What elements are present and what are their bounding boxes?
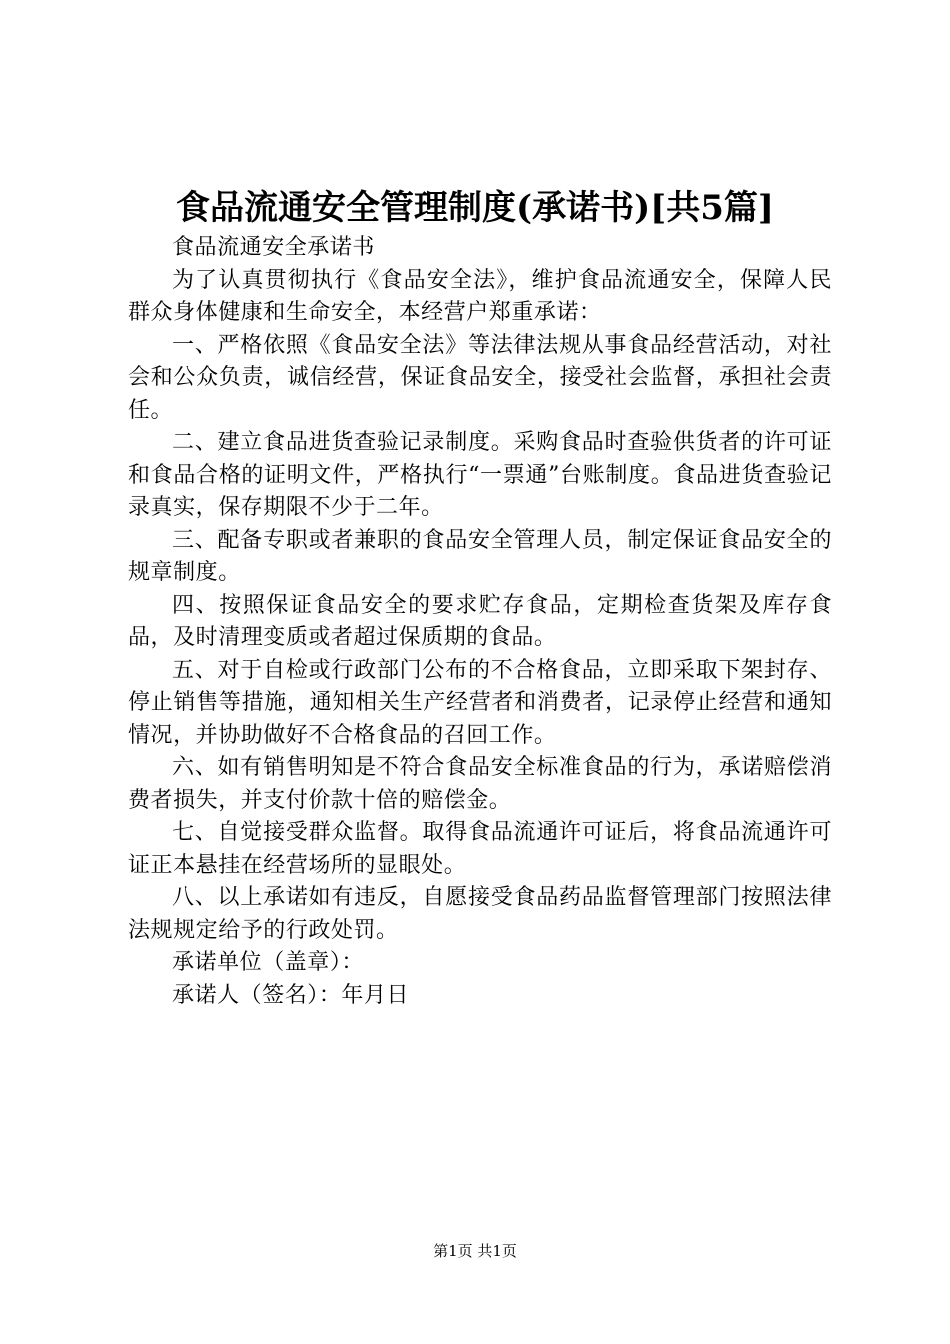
commitment-item-7: 七、自觉接受群众监督。取得食品流通许可证后，将食品流通许可证正本悬挂在经营场所的显眼处。 (128, 820, 832, 878)
document-title: 食品流通安全管理制度(承诺书)[共5篇] (175, 188, 774, 228)
commitment-item-1: 一、严格依照《食品安全法》等法律法规从事食品经营活动，对社会和公众负责，诚信经营，保证食品安全，接受社会监督，承担社会责任。 (128, 332, 832, 423)
subtitle-paragraph: 食品流通安全承诺书 (172, 235, 375, 260)
commitment-item-6: 六、如有销售明知是不符合食品安全标准食品的行为，承诺赔偿消费者损失，并支付价款十倍的赔偿金。 (128, 755, 832, 813)
intro-paragraph: 为了认真贯彻执行《食品安全法》，维护食品流通安全，保障人民群众身体健康和生命安全，本经营户郑重承诺： (128, 267, 832, 325)
signatory-date-line: 承诺人（签名）：年月日 (172, 982, 410, 1008)
commitment-item-5: 五、对于自检或行政部门公布的不合格食品，立即采取下架封存、停止销售等措施，通知相关生产经营者和消费者，记录停止经营和通知情况，并协助做好不合格食品的召回工作。 (128, 657, 832, 748)
commitment-item-4: 四、按照保证食品安全的要求贮存食品，定期检查货架及库存食品，及时清理变质或者超过保质期的食品。 (128, 592, 832, 650)
commitment-item-3: 三、配备专职或者兼职的食品安全管理人员，制定保证食品安全的规章制度。 (128, 527, 832, 585)
page-number-footer: 第1页 共1页 (433, 1242, 517, 1260)
document-body (128, 232, 832, 1012)
commitment-item-2: 二、建立食品进货查验记录制度。采购食品时查验供货者的许可证和食品合格的证明文件，严格执行“一票通”台账制度。食品进货查验记录真实，保存期限不少于二年。 (128, 430, 832, 520)
commitment-item-8: 八、以上承诺如有违反，自愿接受食品药品监督管理部门按照法律法规规定给予的行政处罚。 (128, 885, 832, 943)
signing-unit-line: 承诺单位（盖章）： (172, 950, 364, 975)
